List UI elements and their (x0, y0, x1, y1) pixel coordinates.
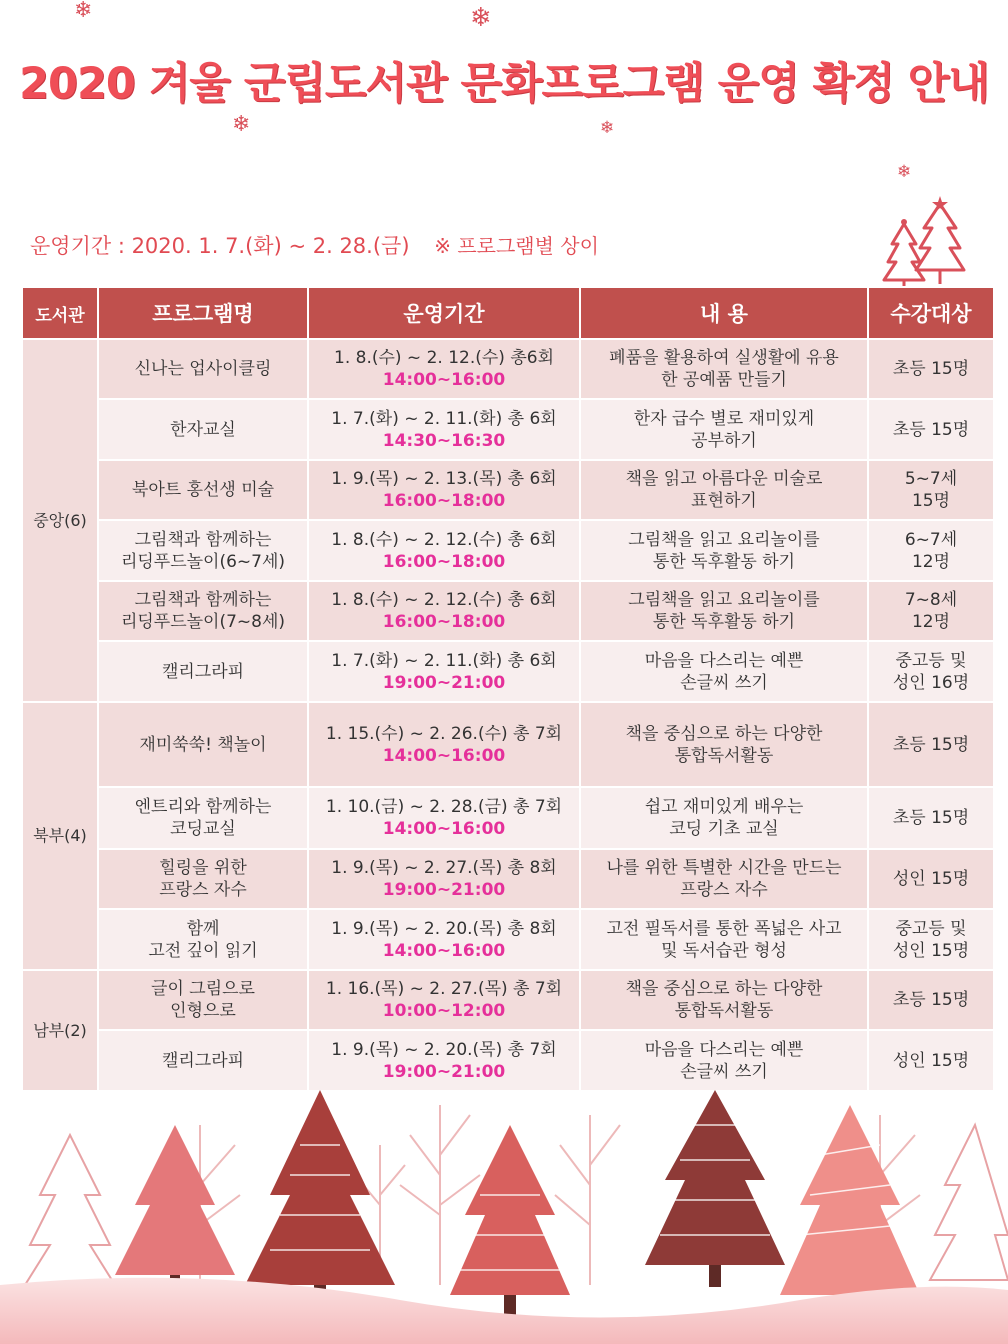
header-program-name: 프로그램명 (98, 287, 308, 339)
program-target: 초등 15명 (868, 970, 994, 1030)
program-content: 한자 급수 별로 재미있게 공부하기 (580, 399, 868, 460)
table-row (22, 339, 994, 399)
program-target: 초등 15명 (868, 787, 994, 849)
program-target: 중고등 및 성인 15명 (868, 909, 994, 970)
snowflake-icon: ❄ (232, 112, 251, 137)
snowflake-icon: ❄ (470, 3, 492, 33)
program-period: 1. 10.(금) ~ 2. 28.(금) 총 7회 14:00~16:00 (308, 787, 580, 849)
program-content: 쉽고 재미있게 배우는 코딩 기초 교실 (580, 787, 868, 849)
program-period: 1. 8.(수) ~ 2. 12.(수) 총 6회 16:00~18:00 (308, 520, 580, 581)
program-period: 1. 8.(수) ~ 2. 12.(수) 총 6회 16:00~18:00 (308, 581, 580, 641)
program-target: 초등 15명 (868, 702, 994, 787)
table-row (22, 909, 994, 970)
program-period: 1. 9.(목) ~ 2. 27.(목) 총 8회 19:00~21:00 (308, 849, 580, 909)
program-name: 힐링을 위한 프랑스 자수 (98, 849, 308, 909)
program-period: 1. 8.(수) ~ 2. 12.(수) 총6회 14:00~16:00 (308, 339, 580, 399)
library-south: 남부(2) (22, 970, 98, 1091)
header-target: 수강대상 (868, 287, 994, 339)
program-content: 고전 필독서를 통한 폭넓은 사고 및 독서습관 형성 (580, 909, 868, 970)
program-target: 6~7세 12명 (868, 520, 994, 581)
operation-period (30, 230, 617, 260)
program-name: 글이 그림으로 인형으로 (98, 970, 308, 1030)
library-central: 중앙(6) (22, 339, 98, 702)
program-content: 폐품을 활용하여 실생활에 유용 한 공예품 만들기 (580, 339, 868, 399)
program-table (21, 286, 995, 1092)
table-row (22, 520, 994, 581)
period-note: ※ 프로그램별 상이 (434, 234, 599, 258)
program-target: 초등 15명 (868, 399, 994, 460)
program-target: 중고등 및 성인 16명 (868, 641, 994, 702)
snowflake-icon: ❄ (74, 0, 93, 23)
program-period: 1. 9.(목) ~ 2. 20.(목) 총 7회 19:00~21:00 (308, 1030, 580, 1091)
program-content: 책을 읽고 아름다운 미술로 표현하기 (580, 460, 868, 520)
program-target: 성인 15명 (868, 849, 994, 909)
program-target: 초등 15명 (868, 339, 994, 399)
program-name: 캘리그라피 (98, 1030, 308, 1091)
table-row (22, 849, 994, 909)
program-name: 신나는 업사이클링 (98, 339, 308, 399)
table-row (22, 581, 994, 641)
program-period: 1. 7.(화) ~ 2. 11.(화) 총 6회 14:30~16:30 (308, 399, 580, 460)
table-row (22, 787, 994, 849)
program-name: 엔트리와 함께하는 코딩교실 (98, 787, 308, 849)
table-header-row (22, 287, 994, 339)
winter-forest-illustration (0, 1085, 1008, 1344)
program-content: 책을 중심으로 하는 다양한 통합독서활동 (580, 702, 868, 787)
program-target: 7~8세 12명 (868, 581, 994, 641)
table-row (22, 641, 994, 702)
program-name: 캘리그라피 (98, 641, 308, 702)
program-content: 마음을 다스리는 예쁜 손글씨 쓰기 (580, 1030, 868, 1091)
table-row (22, 399, 994, 460)
program-period: 1. 9.(목) ~ 2. 13.(목) 총 6회 16:00~18:00 (308, 460, 580, 520)
page-title: 2020 겨울 군립도서관 문화프로그램 운영 확정 안내 (19, 59, 989, 109)
program-target: 성인 15명 (868, 1030, 994, 1091)
program-content: 그림책을 읽고 요리놀이를 통한 독후활동 하기 (580, 520, 868, 581)
table-row (22, 970, 994, 1030)
program-content: 나를 위한 특별한 시간을 만드는 프랑스 자수 (580, 849, 868, 909)
header-library: 도서관 (22, 287, 98, 339)
program-content: 책을 중심으로 하는 다양한 통합독서활동 (580, 970, 868, 1030)
program-period: 1. 16.(목) ~ 2. 27.(목) 총 7회 10:00~12:00 (308, 970, 580, 1030)
program-content: 그림책을 읽고 요리놀이를 통한 독후활동 하기 (580, 581, 868, 641)
program-name: 북아트 홍선생 미술 (98, 460, 308, 520)
program-period: 1. 15.(수) ~ 2. 26.(수) 총 7회 14:00~16:00 (308, 702, 580, 787)
program-name: 함께 고전 깊이 읽기 (98, 909, 308, 970)
program-name: 그림책과 함께하는 리딩푸드놀이(6~7세) (98, 520, 308, 581)
program-name: 재미쑥쑥! 책놀이 (98, 702, 308, 787)
program-name: 한자교실 (98, 399, 308, 460)
table-row (22, 702, 994, 787)
table-row (22, 460, 994, 520)
header-content: 내 용 (580, 287, 868, 339)
library-north: 북부(4) (22, 702, 98, 970)
snowflake-icon: ❄ (897, 162, 912, 182)
program-period: 1. 9.(목) ~ 2. 20.(목) 총 8회 14:00~16:00 (308, 909, 580, 970)
period-text: 운영기간 : 2020. 1. 7.(화) ~ 2. 28.(금) (30, 234, 410, 258)
program-period: 1. 7.(화) ~ 2. 11.(화) 총 6회 19:00~21:00 (308, 641, 580, 702)
program-target: 5~7세 15명 (868, 460, 994, 520)
program-name: 그림책과 함께하는 리딩푸드놀이(7~8세) (98, 581, 308, 641)
header-period: 운영기간 (308, 287, 580, 339)
snowflake-icon: ❄ (600, 118, 615, 138)
table-row (22, 1030, 994, 1091)
program-content: 마음을 다스리는 예쁜 손글씨 쓰기 (580, 641, 868, 702)
christmas-tree-icon (880, 162, 970, 287)
